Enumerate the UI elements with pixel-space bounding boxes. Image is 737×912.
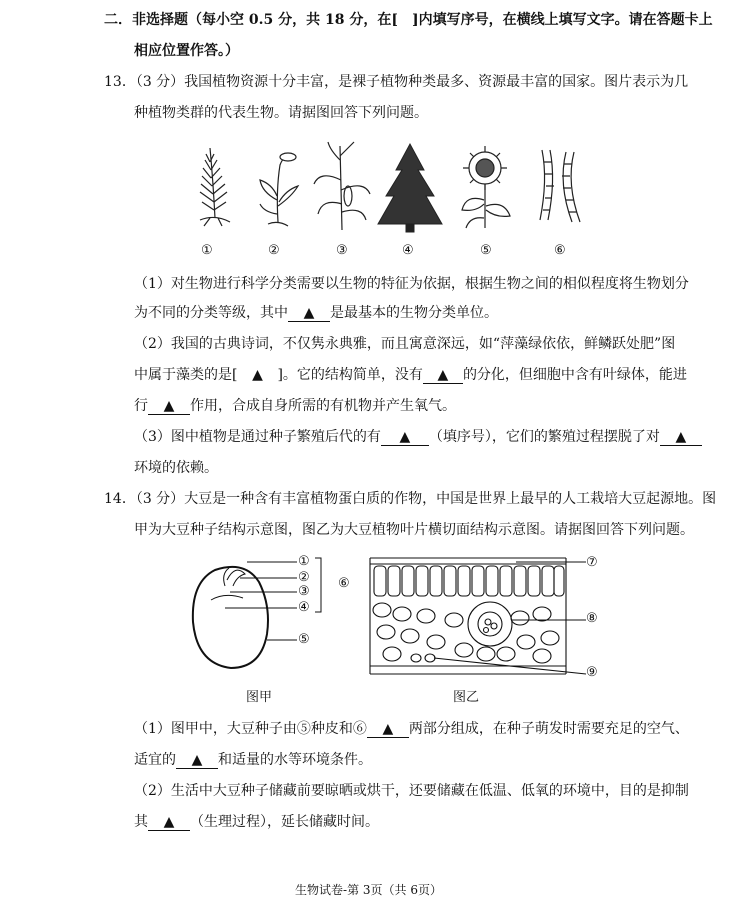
palisade-cells	[374, 566, 564, 596]
q13-part1-answer-blank[interactable]: ▲	[288, 305, 330, 322]
q13-part1-line2	[134, 303, 498, 323]
q13-part2-process-blank[interactable]: ▲	[148, 398, 190, 415]
seed-label-1: ①	[298, 554, 310, 569]
q14-part1-text-a: （1）图甲中，大豆种子由⑤种皮和⑥	[134, 721, 367, 737]
q13-intro-line1: 13．（3 分）我国植物资源十分丰富，是裸子植物种类最多、资源最丰富的国家。图片表示为几	[104, 74, 689, 90]
q13-intro-line2: 种植物类群的代表生物。请据图回答下列问题。	[134, 105, 428, 121]
figure-b-caption: 图乙	[453, 690, 480, 705]
q14-part1-text-d: 和适量的水等环境条件。	[218, 752, 372, 768]
plant-illustrations	[180, 140, 600, 265]
q13-part3-text-b: （填序号），它们的繁殖过程摆脱了对	[428, 429, 660, 445]
q13-part2-structure-blank[interactable]: ▲	[423, 367, 463, 384]
q14-part1-temperature-blank[interactable]: ▲	[176, 752, 218, 769]
q14-part1-text-c: 适宜的	[134, 752, 176, 768]
leaf-label-9: ⑨	[586, 665, 598, 680]
q13-part2-line3	[134, 396, 456, 416]
q13-part3-environment-blank[interactable]: ▲	[660, 429, 702, 446]
fern-illustration	[200, 148, 230, 226]
leaf-label-7: ⑦	[586, 555, 598, 570]
q14-part1-line2	[134, 750, 372, 770]
q13-part2-text-d: 行	[134, 398, 148, 414]
seed-label-4: ④	[298, 600, 310, 615]
q13-part1-text-a: 为不同的分类等级，其中	[134, 305, 288, 321]
lower-epidermis	[370, 666, 566, 674]
q14-part2-line2	[134, 812, 379, 832]
plant-label-3: ③	[336, 243, 348, 258]
plant-label-2: ②	[268, 243, 280, 258]
section-heading-line2: 相应位置作答。）	[134, 43, 239, 59]
q13-part3-number-blank[interactable]: ▲	[381, 429, 429, 446]
soybean-seed-diagram	[185, 552, 360, 682]
q13-part2-line1: （2）我国的古典诗词，不仅隽永典雅，而且寓意深远，如“萍藻绿依依，鲜鳞跃处肥”图	[134, 336, 676, 352]
algae-filament-illustration	[540, 150, 580, 222]
plant-label-1: ①	[201, 243, 213, 258]
leaf-cross-section-diagram	[366, 550, 606, 684]
page-footer: 生物试卷-第 3页（共 6页）	[295, 883, 442, 897]
q14-part2-text-b: （生理过程），延长储藏时间。	[190, 814, 379, 830]
q13-part1-text-b: 是最基本的生物分类单位。	[330, 305, 498, 321]
seed-label-2: ②	[298, 570, 310, 585]
q13-part3-line1	[134, 427, 702, 447]
pine-tree-illustration	[378, 144, 442, 232]
stomata	[411, 654, 435, 662]
q13-part3-text-a: （3）图中植物是通过种子繁殖后代的有	[134, 429, 381, 445]
corn-illustration	[314, 142, 370, 230]
q14-intro-line2: 甲为大豆种子结构示意图，图乙为大豆植物叶片横切面结构示意图。请据图回答下列问题。	[134, 522, 694, 538]
plant-label-6: ⑥	[554, 243, 566, 258]
plant-label-4: ④	[402, 243, 414, 258]
q13-part1-line1: （1）对生物进行科学分类需要以生物的特征为依据，根据生物之间的相似程度将生物划分	[134, 276, 689, 292]
q13-part2-text-a: 中属于藻类的是[	[134, 367, 238, 383]
group-bracket	[315, 558, 321, 612]
seed-label-6: ⑥	[338, 576, 350, 591]
plant-label-5: ⑤	[480, 243, 492, 258]
section-heading-line1: 二．非选择题（每小空 0.5 分，共 18 分，在[ ]内填写序号，在横线上填写文字。请在答题卡上	[104, 12, 713, 28]
q13-part2-text-b: ]。它的结构简单，没有	[277, 367, 423, 383]
q14-part2-text-a: 其	[134, 814, 148, 830]
q13-part3-line2: 环境的依赖。	[134, 460, 218, 476]
q14-part2-process-blank[interactable]: ▲	[148, 814, 190, 831]
q13-part2-bracket-answer[interactable]: ▲	[252, 367, 263, 383]
spongy-cells	[373, 603, 559, 663]
q14-part1-line1	[134, 719, 689, 739]
q14-part2-line1: （2）生活中大豆种子储藏前要晾晒或烘干，还要储藏在低温、低氧的环境中，目的是抑制	[134, 783, 689, 799]
q13-part2-text-c: 的分化，但细胞中含有叶绿体，能进	[462, 367, 687, 383]
leaf-label-8: ⑧	[586, 611, 598, 626]
seed-label-5: ⑤	[298, 632, 310, 647]
moss-seedling-illustration	[260, 153, 298, 226]
seed-label-3: ③	[298, 584, 310, 599]
q14-part1-text-b: 两部分组成，在种子萌发时需要充足的空气、	[408, 721, 689, 737]
q14-intro-line1: 14．（3 分）大豆是一种含有丰富植物蛋白质的作物，中国是世界上最早的人工栽培大豆起源地。图	[104, 491, 717, 507]
vein-bundle	[468, 602, 512, 646]
q13-part2-text-e: 作用，合成自身所需的有机物并产生氧气。	[190, 398, 456, 414]
seed-coat-outline	[193, 567, 268, 668]
q14-part1-embryo-blank[interactable]: ▲	[367, 721, 409, 738]
sunflower-illustration	[462, 146, 510, 228]
upper-epidermis	[370, 558, 566, 564]
figure-a-caption: 图甲	[246, 690, 273, 705]
q13-part2-line2	[134, 365, 687, 385]
